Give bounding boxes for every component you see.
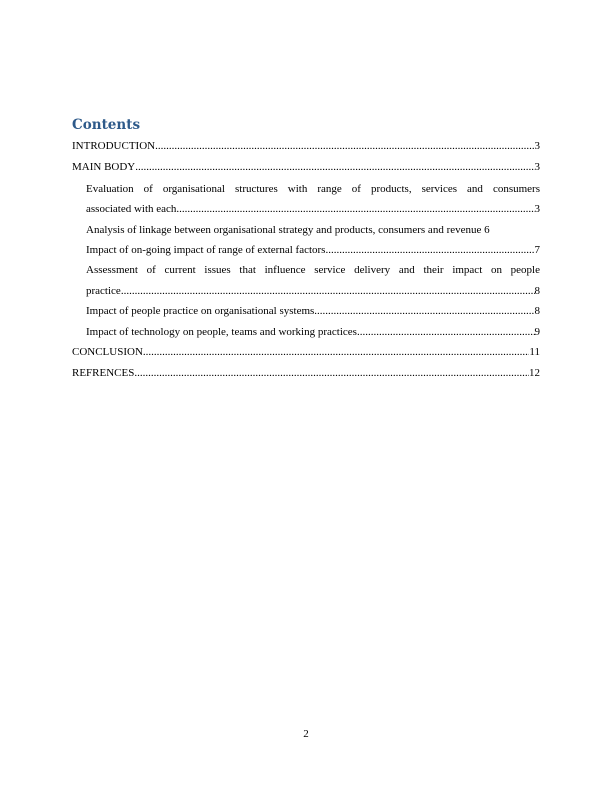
toc-entry-title: REFRENCES — [72, 367, 135, 380]
toc-entry-title-line2: associated with each — [86, 203, 177, 216]
toc-entry-page: 9 — [534, 325, 540, 338]
dot-leader — [176, 199, 534, 219]
page-number: 2 — [303, 728, 309, 740]
toc-entry-page: 11 — [529, 346, 540, 359]
toc-entry-analysis[interactable] — [72, 220, 540, 240]
table-of-contents — [72, 136, 540, 385]
dot-leader — [135, 157, 534, 177]
toc-entry-conclusion[interactable] — [72, 342, 540, 362]
dot-leader — [121, 281, 535, 301]
toc-entry-introduction[interactable] — [72, 136, 540, 156]
toc-entry-assessment[interactable] — [72, 260, 540, 301]
toc-entry-main-body[interactable] — [72, 157, 540, 177]
dot-leader — [314, 301, 534, 321]
toc-entry-title: Analysis of linkage between organisational strategy and products, consumers and revenue — [86, 223, 482, 236]
dot-leader — [143, 342, 530, 362]
toc-entry-title: Impact of people practice on organisational systems — [86, 305, 315, 318]
toc-entry-page: 12 — [529, 367, 540, 380]
toc-entry-page: 8 — [534, 305, 540, 318]
toc-heading: Contents — [72, 117, 141, 133]
toc-entry-title-line1: Evaluation of organisational structures with range of products, services and consumers — [86, 182, 540, 195]
toc-entry-people-practice[interactable] — [72, 301, 540, 321]
toc-entry-external-factors[interactable] — [72, 240, 540, 260]
toc-entry-title: Impact of technology on people, teams and working practices — [86, 325, 357, 338]
dot-leader — [325, 240, 534, 260]
toc-entry-page: 3 — [534, 140, 540, 152]
dot-leader — [357, 322, 535, 342]
toc-entry-title-line1: Assessment of current issues that influence service delivery and their impact on people — [86, 264, 540, 277]
toc-entry-references[interactable] — [72, 363, 540, 383]
toc-entry-page: 3 — [534, 161, 540, 174]
toc-entry-page: 6 — [484, 223, 490, 236]
toc-entry-title: INTRODUCTION — [72, 140, 156, 152]
toc-entry-title-line2: practice — [86, 284, 121, 297]
toc-entry-title: Impact of on-going impact of range of external factors — [86, 244, 326, 257]
toc-entry-page: 3 — [534, 203, 540, 216]
toc-entry-title: MAIN BODY — [72, 161, 136, 174]
toc-entry-page: 8 — [534, 284, 540, 297]
toc-entry-technology[interactable] — [72, 322, 540, 342]
toc-entry-title: CONCLUSION — [72, 346, 143, 359]
toc-entry-evaluation[interactable] — [72, 179, 540, 220]
dot-leader — [134, 363, 529, 383]
toc-entry-page: 7 — [534, 244, 540, 257]
dot-leader — [155, 136, 534, 156]
